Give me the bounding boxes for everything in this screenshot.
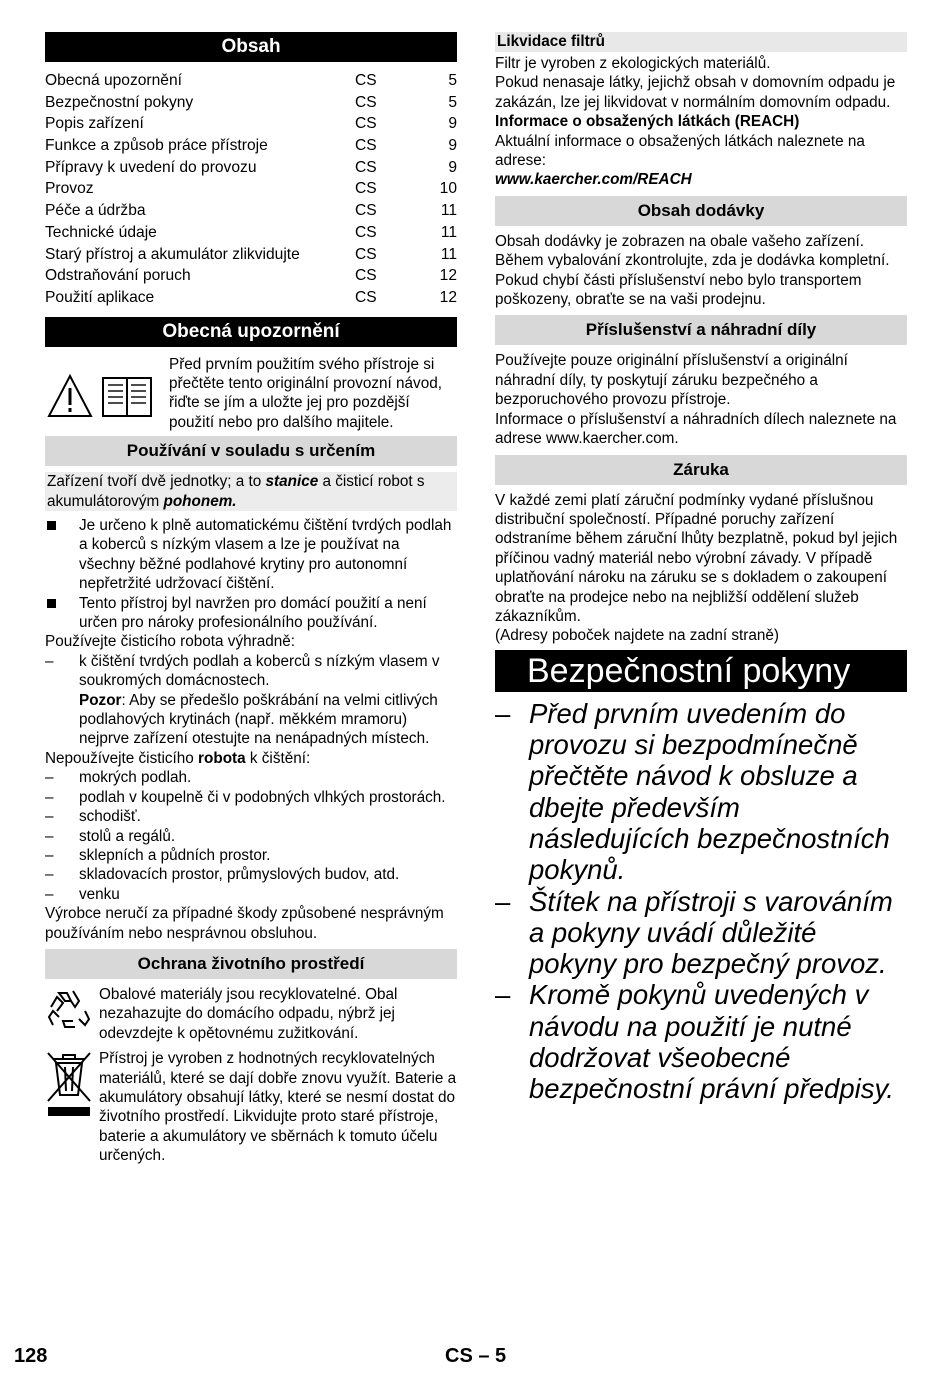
dash-marker: – bbox=[495, 979, 511, 1011]
toc-title: Funkce a způsob práce přístroje bbox=[45, 137, 268, 155]
toc-lang: CS bbox=[355, 115, 377, 133]
list-item-text: sklepních a půdních prostor. bbox=[79, 846, 271, 864]
right-column bbox=[495, 32, 907, 1105]
safety-item-text: Kromě pokynů uvedených v návodu na použití je nutné dodržovat všeobecné bezpečnostní právní předpisy. bbox=[529, 979, 894, 1105]
general-notes-heading: Obecná upozornění bbox=[45, 317, 457, 347]
toc-lang: CS bbox=[355, 93, 377, 111]
packaging-notice bbox=[45, 985, 457, 1043]
do-not-use-part: k čištění: bbox=[245, 749, 311, 767]
page-number: 128 bbox=[14, 1345, 48, 1367]
use-only-text: Používejte čisticího robota výhradně: bbox=[45, 633, 295, 651]
toc-row[interactable] bbox=[45, 113, 457, 135]
dash-marker: – bbox=[45, 846, 54, 864]
warning-triangle-icon bbox=[47, 374, 93, 418]
list-item-text: mokrých podlah. bbox=[79, 769, 192, 787]
list-item bbox=[45, 885, 457, 904]
intended-use-intro bbox=[45, 472, 457, 511]
toc-lang: CS bbox=[355, 202, 377, 220]
list-item-text: k čištění tvrdých podlah a koberců s nízkým vlasem v soukromých domácnostech. bbox=[79, 652, 440, 690]
caution-label: Pozor bbox=[79, 691, 122, 709]
toc-lang: CS bbox=[355, 180, 377, 198]
do-not-use-part: Nepoužívejte čisticího bbox=[45, 749, 199, 767]
square-bullet-icon bbox=[47, 599, 56, 608]
packaging-text: Obalové materiály jsou recyklovatelné. Obal nezahazujte do domácího odpadu, nýbrž jej odevzdejte k opětovnému zužitkování. bbox=[99, 985, 398, 1042]
safety-item-text: Štítek na přístroji s varováním a pokyny uvádí důležité pokyny pro bezpečný provoz. bbox=[529, 885, 893, 980]
toc-row[interactable] bbox=[45, 70, 457, 92]
toc-lang: CS bbox=[355, 288, 377, 306]
dash-marker: – bbox=[45, 788, 54, 806]
toc-title: Odstraňování poruch bbox=[45, 267, 191, 285]
list-item bbox=[45, 865, 457, 884]
toc-page: 12 bbox=[439, 267, 457, 285]
safety-item bbox=[495, 979, 907, 1104]
toc-page: 5 bbox=[448, 93, 457, 111]
list-item-text: venku bbox=[79, 885, 120, 903]
delivery-text: Obsah dodávky je zobrazen na obale vašeho zařízení. Během vybalování zkontrolujte, zda je dodávka kompletní. bbox=[495, 232, 890, 270]
toc-page: 11 bbox=[440, 223, 457, 241]
toc-title: Přípravy k uvedení do provozu bbox=[45, 158, 257, 176]
reach-heading bbox=[495, 112, 907, 131]
list-item-text: Je určeno k plně automatickému čištění tvrdých podlah a koberců s nízkým vlasem a lze je používat na všechny běžné podlahové krytiny pro autonomní nepřetržité udržovací čištění. bbox=[79, 517, 452, 593]
toc-title: Starý přístroj a akumulátor zlikvidujte bbox=[45, 245, 300, 263]
intro-text: Zařízení tvoří dvě jednotky; a to bbox=[47, 473, 266, 491]
dash-marker: – bbox=[45, 652, 54, 670]
intro-drive: pohonem. bbox=[163, 492, 237, 510]
toc-title: Použití aplikace bbox=[45, 288, 155, 306]
toc-row[interactable] bbox=[45, 222, 457, 244]
toc-title: Popis zařízení bbox=[45, 115, 144, 133]
toc-page: 9 bbox=[448, 115, 457, 133]
toc-lang: CS bbox=[355, 267, 377, 285]
list-item bbox=[45, 652, 457, 749]
safety-item-text: Před prvním uvedením do provozu si bezpodmínečně přečtěte návod k obsluze a dbejte především následujících bezpečnostních pokynů. bbox=[529, 697, 890, 886]
toc-page: 11 bbox=[440, 202, 457, 220]
liability-text: Výrobce neručí za případné škody způsobené nesprávným používáním nebo nesprávnou obsluhou. bbox=[45, 905, 444, 942]
accessories-heading: Příslušenství a náhradní díly bbox=[495, 315, 907, 345]
read-manual-book-icon bbox=[101, 374, 153, 418]
reach-text: Aktuální informace o obsažených látkách naleznete na adrese: bbox=[495, 132, 865, 170]
intended-use-heading: Používání v souladu s určením bbox=[45, 436, 457, 466]
toc-page: 10 bbox=[439, 180, 457, 198]
list-item bbox=[45, 788, 457, 807]
intro-text: a čisticí robot s akumulátorovým bbox=[47, 473, 425, 510]
list-item bbox=[45, 768, 457, 787]
toc-row[interactable] bbox=[45, 244, 457, 266]
reach-title: Informace o obsažených látkách (REACH) bbox=[495, 113, 800, 131]
list-item-text: schodišť. bbox=[79, 808, 141, 826]
toc-title: Obecná upozornění bbox=[45, 72, 182, 89]
warranty-text: V každé zemi platí záruční podmínky vydané příslušnou distribuční společností. Případné poruchy zařízení odstraníme během záruční lhůty bezplatně, pokud byl jejich příčinou vadný materiál nebo výrobní závady. V případě uplatňování nároku na záruku se s dokladem o zakoupení obraťte na prodejce nebo na nejbližší oddělení služeb zákazníkům. bbox=[495, 491, 898, 625]
list-item bbox=[45, 594, 457, 633]
crossed-bin-icon-wrap bbox=[45, 1049, 99, 1165]
do-not-use-text bbox=[45, 749, 457, 768]
toc-page: 5 bbox=[448, 72, 457, 89]
toc-lang: CS bbox=[355, 72, 377, 89]
dash-marker: – bbox=[45, 769, 54, 787]
filter-disposal-heading: Likvidace filtrů bbox=[495, 32, 907, 52]
accessories-text: Informace o příslušenství a náhradních dílech naleznete na adrese www.kaercher.com. bbox=[495, 410, 897, 448]
reach-url-line bbox=[495, 170, 907, 189]
recycle-icon bbox=[45, 985, 93, 1033]
toc-lang: CS bbox=[355, 245, 377, 263]
toc-lang: CS bbox=[355, 137, 377, 155]
reach-link[interactable]: www.kaercher.com/REACH bbox=[495, 171, 692, 189]
toc-lang: CS bbox=[355, 158, 377, 176]
do-not-use-list bbox=[45, 768, 457, 904]
toc-row[interactable] bbox=[45, 265, 457, 287]
dash-marker: – bbox=[45, 827, 54, 845]
safety-heading: Bezpečnostní pokyny bbox=[495, 650, 907, 692]
toc-row[interactable] bbox=[45, 178, 457, 200]
toc-heading: Obsah bbox=[45, 32, 457, 62]
dash-marker: – bbox=[45, 866, 54, 884]
crossed-out-bin-icon bbox=[45, 1049, 93, 1121]
dash-marker: – bbox=[495, 697, 511, 729]
accessories-text: Používejte pouze originální příslušenství a originální náhradní díly, ty poskytují záruku bezpečného a bezporuchového provozu přístroje. bbox=[495, 352, 848, 409]
toc-title: Technické údaje bbox=[45, 223, 157, 241]
general-notes bbox=[45, 355, 457, 433]
list-item-text: skladovacích prostor, průmyslových budov, atd. bbox=[79, 866, 400, 884]
environment-heading: Ochrana životního prostředí bbox=[45, 949, 457, 979]
device-disposal-text: Přístroj je vyroben z hodnotných recyklovatelných materiálů, které se dají dobře znovu využít. Baterie a akumulátory obsahují látky, které se nesmí dostat do životního prostředí. Likvidujte proto staré přístroje, baterie a akumulátory ve sběrnách k tomuto účelu určených. bbox=[99, 1050, 457, 1165]
list-item-text: Tento přístroj byl navržen pro domácí použití a není určen pro nároky profesionálního používání. bbox=[79, 594, 427, 632]
toc-page: 12 bbox=[439, 288, 457, 306]
use-only-list bbox=[45, 652, 457, 749]
left-column bbox=[45, 32, 457, 1170]
toc-list bbox=[45, 70, 457, 309]
dash-marker: – bbox=[45, 808, 54, 826]
dash-marker: – bbox=[45, 885, 54, 903]
list-item bbox=[45, 807, 457, 826]
toc-row[interactable] bbox=[45, 135, 457, 157]
list-item-text: podlah v koupelně či v podobných vlhkých prostorách. bbox=[79, 788, 446, 806]
caution-text: : Aby se předešlo poškrábání na velmi citlivých podlahových krytinách (např. měkkém mramoru) nejprve zařízení otestujte na nenápadných místech. bbox=[79, 691, 438, 748]
toc-page: 9 bbox=[448, 137, 457, 155]
toc-row[interactable] bbox=[45, 92, 457, 114]
general-notes-text: Před prvním použitím svého přístroje si přečtěte tento originální provozní návod, řiďte se jím a uložte jej pro pozdější použití nebo pro dalšího majitele. bbox=[169, 355, 442, 431]
toc-title: Bezpečnostní pokyny bbox=[45, 93, 194, 111]
list-item bbox=[45, 827, 457, 846]
list-item-text: stolů a regálů. bbox=[79, 827, 176, 845]
filter-text: Filtr je vyroben z ekologických materiálů. bbox=[495, 55, 771, 72]
toc-page: 9 bbox=[448, 158, 457, 176]
toc-title: Provoz bbox=[45, 180, 94, 198]
toc-page: 11 bbox=[440, 245, 457, 263]
general-notes-icons bbox=[45, 355, 169, 433]
recycle-icon-wrap bbox=[45, 985, 99, 1043]
delivery-text: Pokud chybí části příslušenství nebo bylo transportem poškozeny, obraťte se na vaši prodejnu. bbox=[495, 271, 862, 309]
warranty-heading: Záruka bbox=[495, 455, 907, 485]
safety-item bbox=[495, 886, 907, 980]
list-item bbox=[45, 846, 457, 865]
delivery-heading: Obsah dodávky bbox=[495, 196, 907, 226]
toc-lang: CS bbox=[355, 223, 377, 241]
toc-title: Péče a údržba bbox=[45, 202, 146, 220]
safety-item bbox=[495, 698, 907, 886]
square-bullet-icon bbox=[47, 521, 56, 530]
warranty-addresses: (Adresy poboček najdete na zadní straně) bbox=[495, 627, 780, 645]
dash-marker: – bbox=[495, 885, 511, 917]
section-page-label: CS – 5 bbox=[445, 1345, 507, 1367]
intro-station: stanice bbox=[265, 473, 319, 491]
do-not-use-robot: robota bbox=[198, 749, 246, 767]
intended-use-bullets bbox=[45, 516, 457, 632]
safety-list bbox=[495, 698, 907, 1105]
toc-row[interactable] bbox=[45, 287, 457, 309]
toc-row[interactable] bbox=[45, 157, 457, 179]
list-item bbox=[45, 516, 457, 594]
toc-row[interactable] bbox=[45, 200, 457, 222]
device-disposal-notice bbox=[45, 1049, 457, 1165]
filter-text: Pokud nenasaje látky, jejichž obsah v domovním odpadu je zakázán, lze jej likvidovat v normálním domovním odpadu. bbox=[495, 74, 896, 111]
